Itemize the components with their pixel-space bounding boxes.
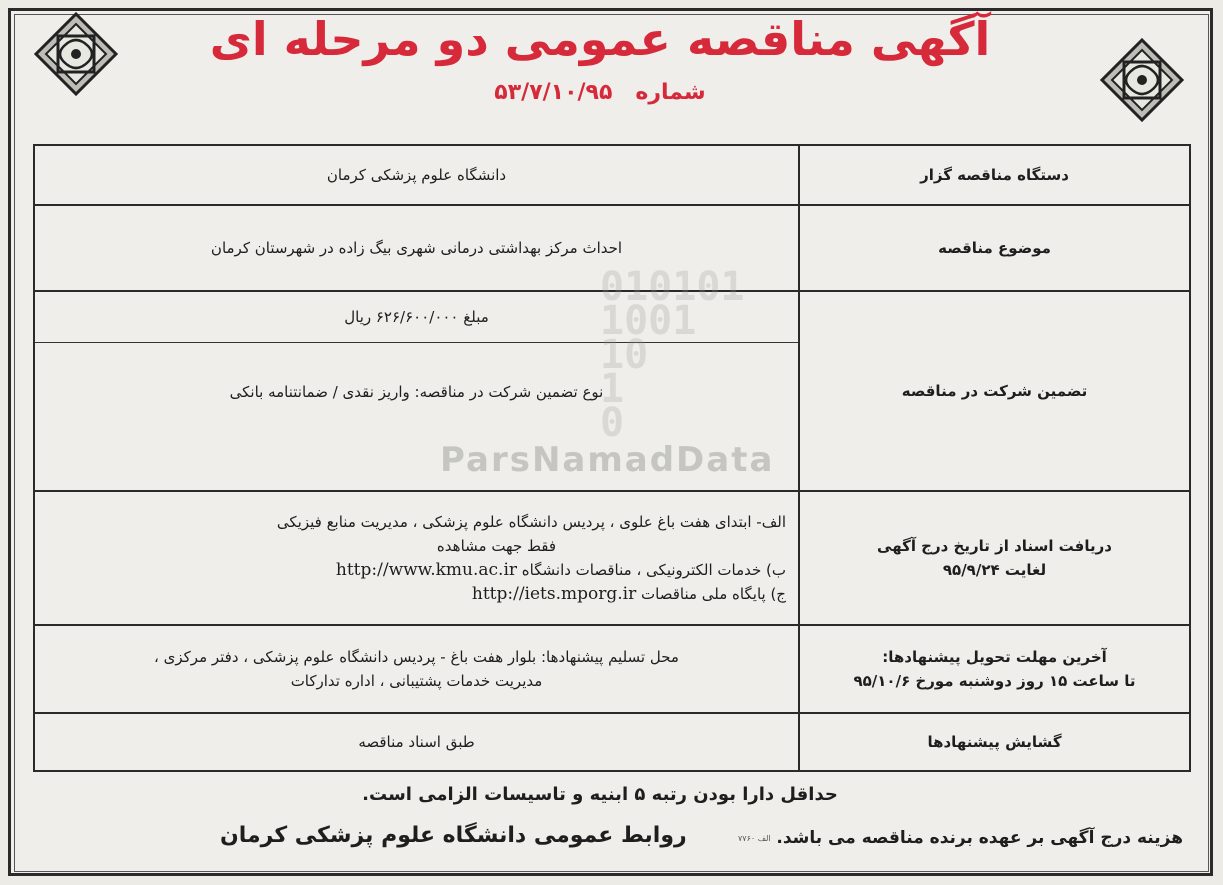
row-label-organizer: دستگاه مناقصه گزار	[799, 145, 1190, 205]
notice-number	[350, 80, 850, 105]
documents-label-line2: لغایت ۹۵/۹/۲۴	[942, 561, 1047, 579]
deadline-value-line2: مدیریت خدمات پشتیبانی ، اداره تدارکات	[290, 672, 543, 690]
ad-code: ۷۷۶۰ الف	[738, 834, 771, 843]
row-value-organizer: دانشگاه علوم پزشکی کرمان	[34, 145, 799, 205]
row-value-subject: احداث مرکز بهداشتی درمانی شهری بیگ زاده در شهرستان کرمان	[34, 205, 799, 291]
cost-note: هزینه درج آگهی بر عهده برنده مناقصه می باشد.	[776, 828, 1183, 848]
documents-line-a: الف- ابتدای هفت باغ علوی ، پردیس دانشگاه علوم پزشکی ، مدیریت منابع فیزیکی	[276, 513, 786, 531]
guarantee-type: نوع تضمین شرکت در مناقصه: واریز نقدی / ضمانتنامه بانکی	[229, 383, 604, 401]
table-row	[34, 625, 1190, 713]
row-value-deadline	[34, 625, 799, 713]
row-label-guarantee: تضمین شرکت در مناقصه	[799, 291, 1190, 491]
documents-line-c	[47, 582, 786, 606]
row-value-opening: طبق اسناد مناقصه	[34, 713, 799, 771]
table-row	[34, 491, 1190, 625]
university-emblem-right	[1100, 38, 1184, 122]
guarantee-amount: مبلغ ۶۲۶/۶۰۰/۰۰۰ ریال	[35, 292, 798, 343]
documents-line-b-text: ب) خدمات الکترونیکی ، مناقصات دانشگاه	[521, 561, 786, 579]
row-label-deadline	[799, 625, 1190, 713]
row-label-subject: موضوع مناقصه	[799, 205, 1190, 291]
university-emblem-left	[34, 12, 118, 96]
documents-line-a2: فقط جهت مشاهده	[436, 537, 556, 555]
table-row	[34, 713, 1190, 771]
row-label-documents	[799, 491, 1190, 625]
deadline-label-line1: آخرین مهلت تحویل پیشنهادها:	[882, 648, 1107, 666]
documents-line-c-text: ج) پایگاه ملی مناقصات	[641, 585, 786, 603]
kmu-url-link[interactable]: http://www.kmu.ac.ir	[335, 560, 518, 580]
number-value: ۵۳/۷/۱۰/۹۵	[494, 80, 613, 105]
requirement-note: حداقل دارا بودن رتبه ۵ ابنیه و تاسیسات الزامی است.	[362, 784, 838, 805]
public-relations-signature: روابط عمومی دانشگاه علوم پزشکی کرمان	[220, 823, 687, 848]
deadline-value-line1: محل تسلیم پیشنهادها: بلوار هفت باغ - پردیس دانشگاه علوم پزشکی ، دفتر مرکزی ،	[154, 648, 679, 666]
table-row	[34, 145, 1190, 205]
row-value-documents	[34, 491, 799, 625]
documents-label-line1: دریافت اسناد از تاریخ درج آگهی	[877, 537, 1112, 555]
watermark-digits: 010101 1001 10 1 0	[600, 264, 745, 446]
deadline-label-line2: تا ساعت ۱۵ روز دوشنبه مورخ ۹۵/۱۰/۶	[853, 672, 1136, 690]
watermark-brand: ParsNamadData	[440, 440, 775, 480]
row-label-opening: گشایش پیشنهادها	[799, 713, 1190, 771]
documents-line-b	[47, 558, 786, 582]
iets-url-link[interactable]: http://iets.mporg.ir	[471, 584, 637, 604]
notice-title: آگهی مناقصه عمومی دو مرحله ای	[209, 12, 991, 66]
number-label: شماره	[635, 80, 706, 105]
